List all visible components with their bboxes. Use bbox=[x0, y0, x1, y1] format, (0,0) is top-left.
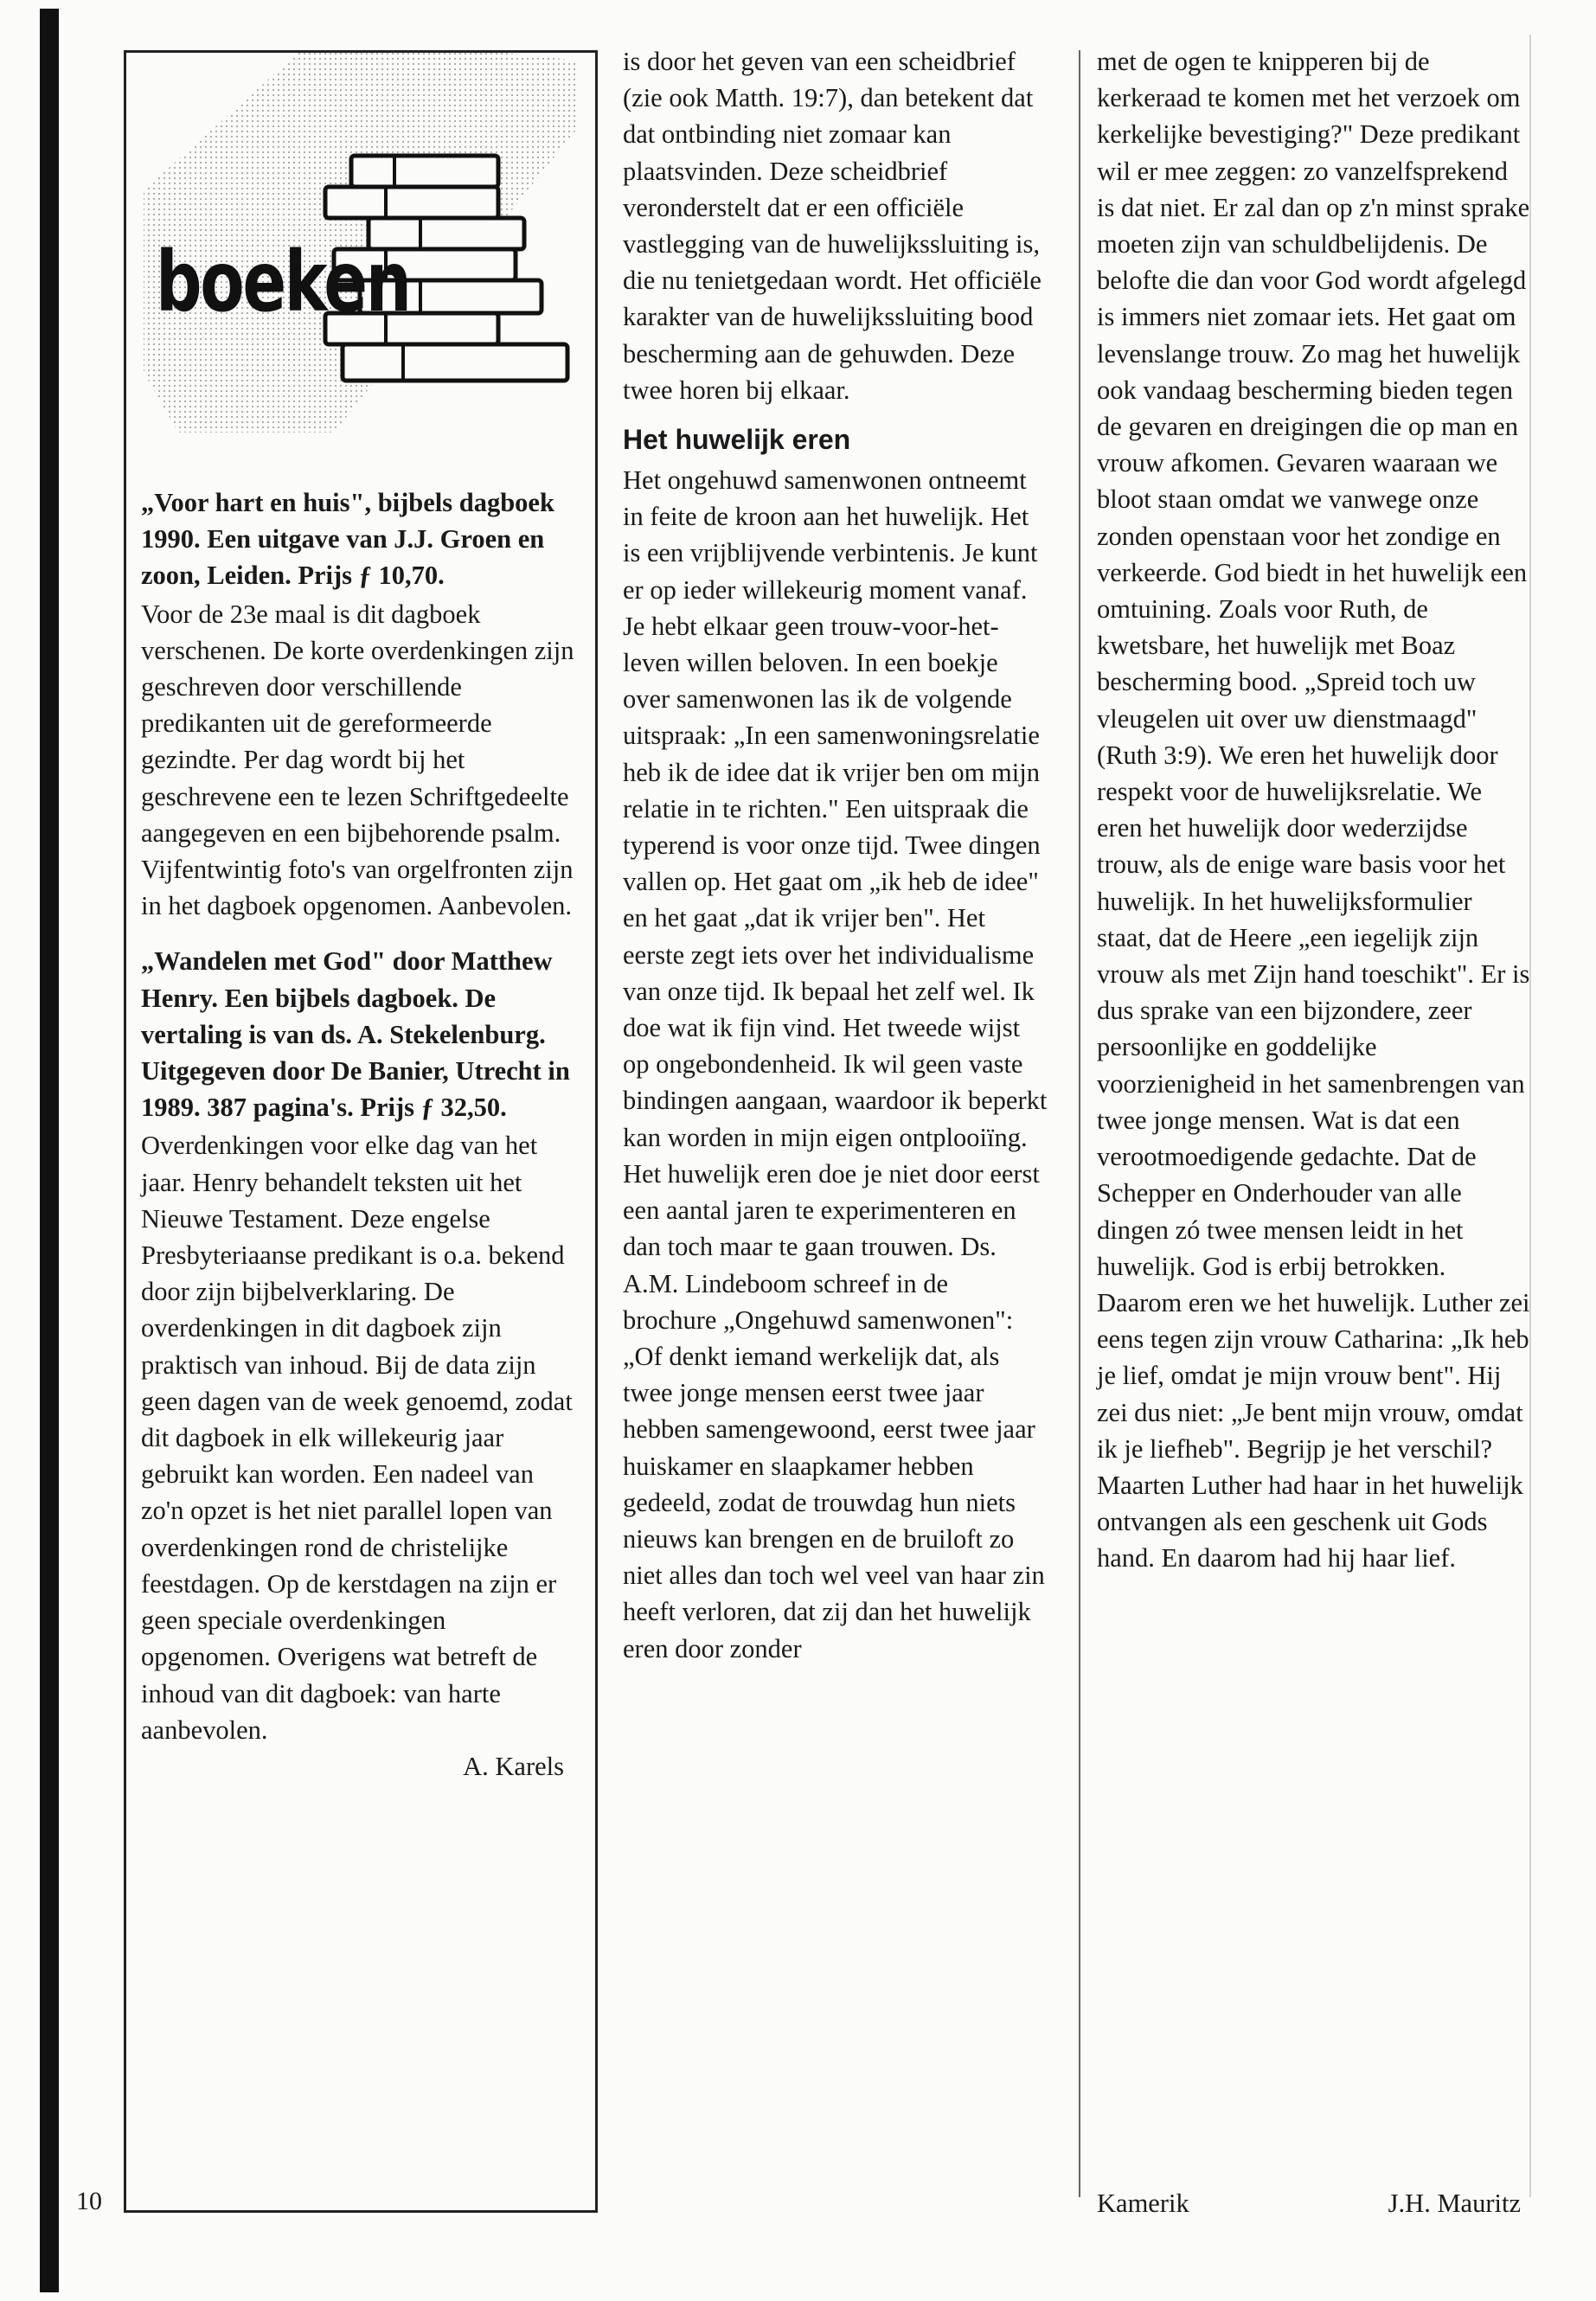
section-header-boeken: boeken bbox=[156, 234, 410, 330]
article-author: J.H. Mauritz bbox=[1388, 2189, 1521, 2218]
article-continuation-paragraph: met de ogen te knipperen bij de kerkeraad te komen met het verzoek om kerkelijke bevestiging?" Deze predikant wil er mee zeggen: zo vanzelfsprekend is dat niet. Er zal dan op z'n minst sprake moeten zijn van schuldbelijdenis. De belofte die dan voor God wordt afgelegd is immers niet zomaar iets. Het gaat om levenslange trouw. Zo mag het huwelijk ook vandaag bescherming bieden tegen de gevaren en dreigingen die op man en vrouw afkomen. Gevaren waaraan we bloot staan omdat we vanwege onze zonden openstaan voor het zondige en verkeerde. God biedt in het huwelijk een omtuining. Zoals voor Ruth, de kwetsbare, het huwelijk met Boaz bescherming bood. „Spreid toch uw vleugelen uit over uw dienstmaagd" (Ruth 3:9). We eren het huwelijk door respekt voor de huwelijksrelatie. We eren het huwelijk door wederzijdse trouw, als de enige ware basis voor het huwelijk. In het huwelijksformulier staat, dat de Heere „een iegelijk zijn vrouw als met Zijn hand toeschikt". Er is dus sprake van een bijzondere, zeer persoonlijke en goddelijke voorzienigheid in het samenbrengen van twee jonge mensen. Wat is dat een verootmoedigende gedachte. Dat de Schepper en Onderhouder van alle dingen zó twee mensen leidt in het huwelijk. God is erbij betrokken. Daarom eren we het huwelijk. Luther zei eens tegen zijn vrouw Catharina: „Ik heb je lief, omdat je mijn vrouw bent". Hij zei dus niet: „Je bent mijn vrouw, omdat ik je liefheb". Begrijp je het verschil? Maarten Luther had haar in het huwelijk ontvangen als een geschenk uit Gods hand. En daarom had hij haar lief. bbox=[1097, 47, 1530, 1574]
page-binding-bar bbox=[40, 9, 59, 2292]
book-reviews-column bbox=[141, 484, 578, 1785]
article-intro-paragraph: is door het geven van een scheidbrief (zie ook Matth. 19:7), dan betekent dat dat ontbinding niet zomaar kan plaatsvinden. Deze scheidbrief veronderstelt dat er een officiële vastlegging van de huwelijkssluiting is, die nu tenietgedaan wordt. Het officiële karakter van de huwelijkssluiting bood bescherming aan de gehuwden. Deze twee horen bij elkaar. bbox=[623, 47, 1042, 405]
article-column-3 bbox=[1097, 43, 1531, 1577]
review-1-title: „Voor hart en huis", bijbels dagboek 1990. Een uitgave van J.J. Groen en zoon, Leiden. Prijs ƒ 10,70. bbox=[141, 488, 554, 591]
page-number: 10 bbox=[76, 2187, 102, 2215]
review-2-body: Overdenkingen voor elke dag van het jaar. Henry behandelt teksten uit het Nieuwe Testament. Deze engelse Presbyteriaanse predikant is o.a. bekend door zijn bijbelverklaring. De overdenkingen in dit dagboek zijn praktisch van inhoud. Bij de data zijn geen dagen van de week genoemd, zodat dit dagboek in elk willekeurig jaar gebruikt kan worden. Een nadeel van zo'n opzet is het niet parallel lopen van overdenkingen rond de christelijke feestdagen. Op de kerstdagen na zijn er geen speciale overdenkingen opgenomen. Overigens wat betreft de inhoud van dit dagboek: van harte aanbevolen. bbox=[141, 1131, 573, 1745]
article-column-2 bbox=[623, 43, 1048, 1667]
review-1-body: Voor de 23e maal is dit dagboek verschenen. De korte overdenkingen zijn geschreven door verschillende predikanten uit de gereformeerde gezindte. Per dag wordt bij het geschrevene een te lezen Schriftgedeelte aangegeven en een bijbehorende psalm. Vijfentwintig foto's van orgelfronten zijn in het dagboek opgenomen. Aanbevolen. bbox=[141, 599, 574, 921]
article-place: Kamerik bbox=[1097, 2189, 1189, 2218]
article-body-paragraph: Het ongehuwd samenwonen ontneemt in feite de kroon aan het huwelijk. Het is een vrijblijvende verbintenis. Je kunt er op ieder willekeurig moment vanaf. Je hebt elkaar geen trouw-voor-het-leven willen beloven. In een boekje over samenwonen las ik de volgende uitspraak: „In een samenwoningsrelatie heb ik de idee dat ik vrijer ben om mijn relatie in te richten." Een uitspraak die typerend is voor onze tijd. Twee dingen vallen op. Het gaat om „ik heb de idee" en het gaat „dat ik vrijer ben". Het eerste zegt iets over het individualisme van onze tijd. Ik bepaal het zelf wel. Ik doe wat ik fijn vind. Het tweede wijst op ongebondenheid. Ik wil geen vaste bindingen aangaan, waardoor ik beperkt kan worden in mijn eigen ontplooiïng. Het huwelijk eren doe je niet door eerst een aantal jaren te experimenteren en dan toch maar te gaan trouwen. Ds. A.M. Lindeboom schreef in de brochure „Ongehuwd samenwonen": „Of denkt iemand werkelijk dat, als twee jonge mensen eerst twee jaar hebben samengewoond, eerst twee jaar huiskamer en slaapkamer hebben gedeeld, zodat de trouwdag hun niets nieuws kan brengen en de bruiloft zo niet alles dan toch wel veel van haar zin heeft verloren, dat zij dan het huwelijk eren door zonder bbox=[623, 465, 1048, 1663]
article-signature bbox=[1097, 2189, 1521, 2219]
article-subheading: Het huwelijk eren bbox=[623, 424, 851, 456]
review-2-title: „Wandelen met God" door Matthew Henry. Een bijbels dagboek. De vertaling is van ds. A. Stekelenburg. Uitgegeven door De Banier, Utrecht in 1989. 387 pagina's. Prijs ƒ 32,50. bbox=[141, 946, 570, 1123]
review-signature: A. Karels bbox=[463, 1751, 564, 1781]
column-divider bbox=[1079, 50, 1080, 2197]
